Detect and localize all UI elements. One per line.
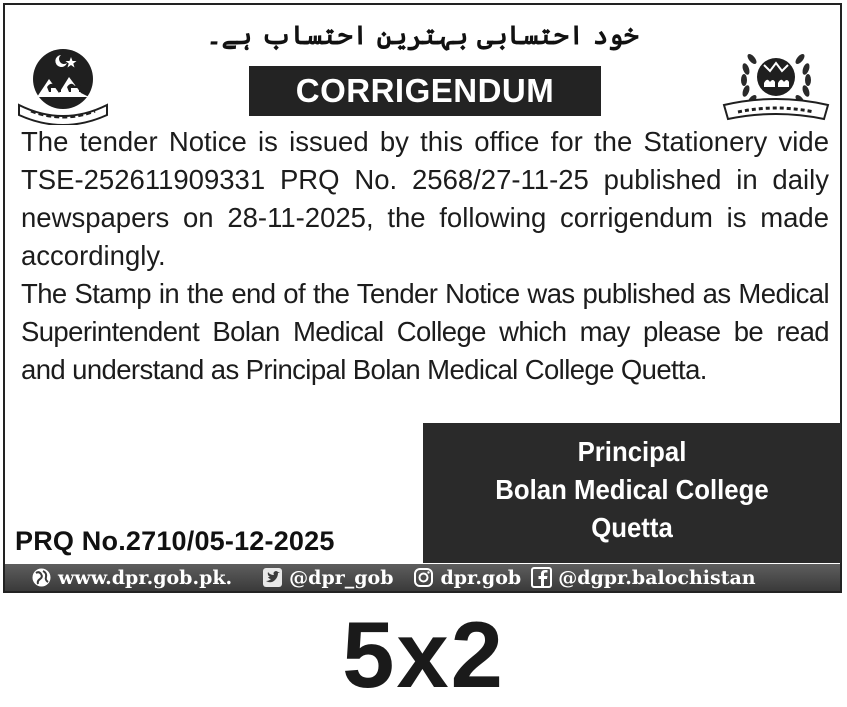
government-emblem-logo — [15, 43, 111, 125]
corrigendum-title: CORRIGENDUM — [249, 66, 601, 116]
signatory-institution: Bolan Medical College — [495, 474, 769, 505]
prq-reference: PRQ No.2710/05-12-2025 — [15, 526, 335, 556]
twitter-icon — [262, 567, 283, 588]
dgpr-emblem-logo — [718, 43, 834, 125]
facebook-item[interactable] — [531, 567, 755, 589]
urdu-slogan: خود احتسابی بہترین احتساب ہے۔ — [206, 21, 639, 51]
instagram-item[interactable] — [413, 567, 521, 589]
signatory-block — [423, 423, 841, 563]
facebook-handle[interactable]: @dgpr.balochistan — [558, 566, 756, 589]
notice-paragraph-1: The tender Notice is issued by this office for the Stationery vide TSE-252611909331 PRQ No. 2568/27-11-25 published in daily newspapers on 28-11-2025, the following corrigendum is made accordingly. — [21, 126, 829, 271]
instagram-handle[interactable]: dpr.gob — [440, 566, 522, 589]
website-link[interactable]: www.dpr.gob.pk. — [58, 566, 233, 589]
signatory-city: Quetta — [591, 512, 673, 543]
notice-body — [21, 123, 829, 389]
twitter-handle[interactable]: @dpr_gob — [289, 566, 394, 589]
twitter-item[interactable] — [262, 567, 393, 589]
website-item[interactable] — [31, 567, 232, 589]
instagram-icon — [413, 567, 434, 588]
signatory-title: Principal — [577, 436, 687, 467]
social-media-bar — [5, 564, 840, 591]
advertisement — [3, 3, 842, 593]
ad-size-label: 5x2 — [342, 602, 505, 707]
facebook-icon — [531, 567, 552, 588]
globe-icon — [31, 567, 52, 588]
notice-paragraph-2: The Stamp in the end of the Tender Notice was published as Medical Superintendent Bolan Medical College which may please be read and understand as Principal Bolan Medical College Quetta. — [21, 278, 829, 385]
